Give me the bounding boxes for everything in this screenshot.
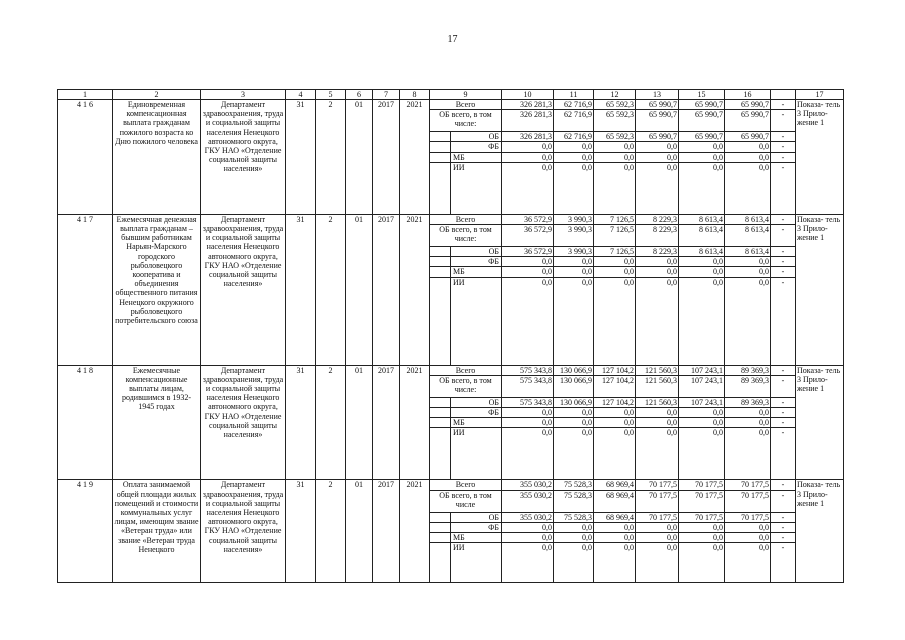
amount-cell: 0,0 <box>725 257 771 267</box>
amount-cell: 70 177,5 <box>725 480 771 490</box>
amount-cell: 0,0 <box>679 533 725 543</box>
amount-cell: 0,0 <box>594 522 636 532</box>
dash-cell: - <box>771 490 796 512</box>
item-number: 4 1 7 <box>58 214 113 365</box>
funding-label: ОБ всего, в том числе <box>430 490 502 512</box>
dash-cell: - <box>771 418 796 428</box>
funding-label: ФБ <box>451 142 502 152</box>
header-cell: 17 <box>796 90 844 100</box>
amount-cell: 3 990,3 <box>554 225 594 247</box>
amount-cell: 68 969,4 <box>594 490 636 512</box>
amount-cell: 0,0 <box>679 142 725 152</box>
amount-cell: 70 177,5 <box>679 480 725 490</box>
amount-cell: 0,0 <box>679 428 725 480</box>
amount-cell: 0,0 <box>502 543 554 583</box>
funding-indent <box>430 408 451 418</box>
amount-cell: 0,0 <box>554 267 594 277</box>
amount-cell: 75 528,3 <box>554 480 594 490</box>
funding-indent <box>430 142 451 152</box>
table-body <box>58 90 844 583</box>
amount-cell: 0,0 <box>554 533 594 543</box>
funding-indent <box>430 522 451 532</box>
code-cell: 01 <box>346 214 373 365</box>
funding-indent <box>430 162 451 214</box>
indicator-note: Показа- тель 3 Прило- жение 1 <box>796 365 844 480</box>
amount-cell: 130 066,9 <box>554 375 594 397</box>
funding-label: Всего <box>430 480 502 490</box>
executor: Департамент здравоохранения, труда и социальной защиты населения Ненецкого автономного округа, ГКУ НАО «Отделение социальной защиты населения» <box>201 365 286 480</box>
amount-cell: 36 572,9 <box>502 225 554 247</box>
code-cell: 31 <box>286 214 316 365</box>
amount-cell: 0,0 <box>594 533 636 543</box>
header-cell: 7 <box>373 90 400 100</box>
amount-cell: 0,0 <box>554 257 594 267</box>
amount-cell: 121 560,3 <box>636 397 679 407</box>
dash-cell: - <box>771 522 796 532</box>
dash-cell: - <box>771 247 796 257</box>
dash-cell: - <box>771 214 796 224</box>
end-year: 2021 <box>400 365 430 480</box>
table-row <box>58 100 844 110</box>
header-cell: 5 <box>316 90 346 100</box>
dash-cell: - <box>771 397 796 407</box>
amount-cell: 0,0 <box>725 152 771 162</box>
measure-name: Оплата занимаемой общей площади жилых помещений и стоимости коммунальных услуг лицам, имеющим звание «Ветеран труда» или звание «Ветеран труда Ненецкого <box>113 480 201 583</box>
header-cell: 2 <box>113 90 201 100</box>
amount-cell: 0,0 <box>594 267 636 277</box>
start-year: 2017 <box>373 480 400 583</box>
amount-cell: 0,0 <box>554 418 594 428</box>
amount-cell: 107 243,1 <box>679 365 725 375</box>
indicator-note: Показа- тель 3 Прило- жение 1 <box>796 214 844 365</box>
end-year: 2021 <box>400 480 430 583</box>
page-number: 17 <box>447 34 458 45</box>
start-year: 2017 <box>373 214 400 365</box>
amount-cell: 127 104,2 <box>594 397 636 407</box>
amount-cell: 0,0 <box>594 428 636 480</box>
code-cell: 31 <box>286 480 316 583</box>
executor: Департамент здравоохранения, труда и социальной защиты населения Ненецкого автономного округа, ГКУ НАО «Отделение социальной защиты населения» <box>201 100 286 215</box>
amount-cell: 0,0 <box>679 277 725 365</box>
amount-cell: 7 126,5 <box>594 214 636 224</box>
amount-cell: 0,0 <box>502 408 554 418</box>
amount-cell: 8 613,4 <box>725 214 771 224</box>
amount-cell: 70 177,5 <box>636 490 679 512</box>
amount-cell: 8 229,3 <box>636 225 679 247</box>
dash-cell: - <box>771 408 796 418</box>
amount-cell: 65 990,7 <box>725 132 771 142</box>
amount-cell: 575 343,8 <box>502 365 554 375</box>
amount-cell: 3 990,3 <box>554 214 594 224</box>
funding-label: ФБ <box>451 522 502 532</box>
code-cell: 01 <box>346 100 373 215</box>
amount-cell: 0,0 <box>636 267 679 277</box>
dash-cell: - <box>771 110 796 132</box>
amount-cell: 0,0 <box>725 162 771 214</box>
amount-cell: 65 990,7 <box>636 100 679 110</box>
funding-label: ИИ <box>451 543 502 583</box>
header-row <box>58 90 844 100</box>
amount-cell: 0,0 <box>725 267 771 277</box>
dash-cell: - <box>771 533 796 543</box>
amount-cell: 62 716,9 <box>554 100 594 110</box>
dash-cell: - <box>771 152 796 162</box>
dash-cell: - <box>771 375 796 397</box>
funding-indent <box>430 397 451 407</box>
amount-cell: 107 243,1 <box>679 397 725 407</box>
header-cell: 13 <box>636 90 679 100</box>
funding-label: МБ <box>451 418 502 428</box>
amount-cell: 0,0 <box>594 418 636 428</box>
amount-cell: 70 177,5 <box>725 512 771 522</box>
code-cell: 2 <box>316 100 346 215</box>
amount-cell: 0,0 <box>679 418 725 428</box>
executor: Департамент здравоохранения, труда и социальной защиты населения Ненецкого автономного округа, ГКУ НАО «Отделение социальной защиты населения» <box>201 480 286 583</box>
funding-indent <box>430 543 451 583</box>
amount-cell: 0,0 <box>502 533 554 543</box>
amount-cell: 68 969,4 <box>594 512 636 522</box>
amount-cell: 0,0 <box>679 162 725 214</box>
dash-cell: - <box>771 142 796 152</box>
header-cell: 10 <box>502 90 554 100</box>
amount-cell: 0,0 <box>636 142 679 152</box>
executor: Департамент здравоохранения, труда и социальной защиты населения Ненецкого автономного округа, ГКУ НАО «Отделение социальной защиты населения» <box>201 214 286 365</box>
amount-cell: 0,0 <box>594 162 636 214</box>
code-cell: 31 <box>286 365 316 480</box>
funding-label: ОБ <box>451 132 502 142</box>
amount-cell: 8 613,4 <box>679 247 725 257</box>
amount-cell: 127 104,2 <box>594 365 636 375</box>
funding-label: ОБ всего, в том числе: <box>430 110 502 132</box>
amount-cell: 0,0 <box>594 408 636 418</box>
amount-cell: 107 243,1 <box>679 375 725 397</box>
amount-cell: 70 177,5 <box>679 512 725 522</box>
amount-cell: 65 990,7 <box>725 110 771 132</box>
amount-cell: 0,0 <box>554 162 594 214</box>
end-year: 2021 <box>400 214 430 365</box>
funding-indent <box>430 152 451 162</box>
amount-cell: 70 177,5 <box>725 490 771 512</box>
start-year: 2017 <box>373 100 400 215</box>
amount-cell: 130 066,9 <box>554 397 594 407</box>
amount-cell: 0,0 <box>679 408 725 418</box>
amount-cell: 65 990,7 <box>679 100 725 110</box>
header-cell: 11 <box>554 90 594 100</box>
item-number: 4 1 6 <box>58 100 113 215</box>
amount-cell: 70 177,5 <box>636 512 679 522</box>
header-cell: 4 <box>286 90 316 100</box>
dash-cell: - <box>771 132 796 142</box>
amount-cell: 0,0 <box>594 257 636 267</box>
amount-cell: 0,0 <box>725 142 771 152</box>
amount-cell: 0,0 <box>636 152 679 162</box>
dash-cell: - <box>771 267 796 277</box>
header-cell: 16 <box>725 90 771 100</box>
funding-label: ИИ <box>451 162 502 214</box>
measure-name: Единовременная компенсационная выплата гражданам пожилого возраста ко Дню пожилого человека <box>113 100 201 215</box>
amount-cell: 0,0 <box>636 257 679 267</box>
code-cell: 2 <box>316 214 346 365</box>
code-cell: 2 <box>316 365 346 480</box>
header-cell: 15 <box>679 90 725 100</box>
amount-cell: 8 229,3 <box>636 214 679 224</box>
funding-label: ОБ <box>451 512 502 522</box>
funding-label: ОБ <box>451 397 502 407</box>
amount-cell: 89 369,3 <box>725 375 771 397</box>
dash-cell: - <box>771 257 796 267</box>
amount-cell: 0,0 <box>725 533 771 543</box>
amount-cell: 65 592,3 <box>594 110 636 132</box>
amount-cell: 0,0 <box>636 277 679 365</box>
amount-cell: 575 343,8 <box>502 375 554 397</box>
amount-cell: 130 066,9 <box>554 365 594 375</box>
header-cell: 8 <box>400 90 430 100</box>
funding-indent <box>430 257 451 267</box>
amount-cell: 0,0 <box>636 418 679 428</box>
amount-cell: 0,0 <box>554 428 594 480</box>
funding-label: ИИ <box>451 428 502 480</box>
amount-cell: 65 592,3 <box>594 100 636 110</box>
table-row <box>58 480 844 490</box>
amount-cell: 7 126,5 <box>594 247 636 257</box>
program-table <box>57 89 844 583</box>
item-number: 4 1 8 <box>58 365 113 480</box>
dash-cell: - <box>771 543 796 583</box>
measure-name: Ежемесячная денежная выплата гражданам – бывшим работникам Нарьян-Марского городского рыболовецкого кооператива и объединения общественного питания Ненецкого окружного рыболовецкого потребительского союза <box>113 214 201 365</box>
amount-cell: 0,0 <box>725 522 771 532</box>
amount-cell: 8 229,3 <box>636 247 679 257</box>
indicator-note: Показа- тель 3 Прило- жение 1 <box>796 100 844 215</box>
amount-cell: 0,0 <box>725 408 771 418</box>
header-cell: 12 <box>594 90 636 100</box>
funding-label: ФБ <box>451 408 502 418</box>
amount-cell: 0,0 <box>725 277 771 365</box>
amount-cell: 0,0 <box>725 418 771 428</box>
funding-label: ОБ <box>451 247 502 257</box>
amount-cell: 62 716,9 <box>554 110 594 132</box>
amount-cell: 355 030,2 <box>502 480 554 490</box>
measure-name: Ежемесячные компенсационные выплаты лицам, родившимся в 1932-1945 годах <box>113 365 201 480</box>
amount-cell: 0,0 <box>636 533 679 543</box>
funding-label: ОБ всего, в том числе: <box>430 225 502 247</box>
funding-indent <box>430 132 451 142</box>
amount-cell: 65 990,7 <box>636 132 679 142</box>
funding-label: Всего <box>430 365 502 375</box>
indicator-note: Показа- тель 3 Прило- жение 1 <box>796 480 844 583</box>
amount-cell: 0,0 <box>725 428 771 480</box>
code-cell: 2 <box>316 480 346 583</box>
header-cell: 1 <box>58 90 113 100</box>
table-row <box>58 214 844 224</box>
amount-cell: 65 990,7 <box>725 100 771 110</box>
dash-cell: - <box>771 480 796 490</box>
table-row <box>58 365 844 375</box>
funding-indent <box>430 428 451 480</box>
funding-label: МБ <box>451 152 502 162</box>
amount-cell: 89 369,3 <box>725 397 771 407</box>
code-cell: 31 <box>286 100 316 215</box>
amount-cell: 0,0 <box>502 257 554 267</box>
funding-indent <box>430 418 451 428</box>
amount-cell: 0,0 <box>594 152 636 162</box>
amount-cell: 0,0 <box>636 408 679 418</box>
funding-indent <box>430 247 451 257</box>
amount-cell: 0,0 <box>679 522 725 532</box>
amount-cell: 65 990,7 <box>636 110 679 132</box>
amount-cell: 62 716,9 <box>554 132 594 142</box>
amount-cell: 8 613,4 <box>679 225 725 247</box>
amount-cell: 0,0 <box>636 543 679 583</box>
amount-cell: 121 560,3 <box>636 365 679 375</box>
amount-cell: 70 177,5 <box>679 490 725 512</box>
funding-label: ФБ <box>451 257 502 267</box>
amount-cell: 326 281,3 <box>502 100 554 110</box>
dash-cell: - <box>771 162 796 214</box>
amount-cell: 0,0 <box>594 543 636 583</box>
dash-cell: - <box>771 428 796 480</box>
amount-cell: 65 990,7 <box>679 132 725 142</box>
amount-cell: 0,0 <box>594 142 636 152</box>
funding-label: ИИ <box>451 277 502 365</box>
amount-cell: 0,0 <box>554 522 594 532</box>
amount-cell: 70 177,5 <box>636 480 679 490</box>
amount-cell: 0,0 <box>502 267 554 277</box>
amount-cell: 8 613,4 <box>679 214 725 224</box>
amount-cell: 8 613,4 <box>725 247 771 257</box>
code-cell: 01 <box>346 480 373 583</box>
amount-cell: 0,0 <box>502 428 554 480</box>
funding-label: МБ <box>451 533 502 543</box>
funding-label: ОБ всего, в том числе: <box>430 375 502 397</box>
dash-cell: - <box>771 512 796 522</box>
amount-cell: 0,0 <box>554 142 594 152</box>
amount-cell: 0,0 <box>679 152 725 162</box>
amount-cell: 0,0 <box>554 152 594 162</box>
amount-cell: 8 613,4 <box>725 225 771 247</box>
amount-cell: 0,0 <box>679 543 725 583</box>
amount-cell: 65 990,7 <box>679 110 725 132</box>
amount-cell: 0,0 <box>502 277 554 365</box>
amount-cell: 355 030,2 <box>502 490 554 512</box>
amount-cell: 0,0 <box>554 543 594 583</box>
amount-cell: 65 592,3 <box>594 132 636 142</box>
amount-cell: 326 281,3 <box>502 132 554 142</box>
amount-cell: 75 528,3 <box>554 490 594 512</box>
amount-cell: 0,0 <box>502 522 554 532</box>
dash-cell: - <box>771 100 796 110</box>
amount-cell: 0,0 <box>502 418 554 428</box>
funding-indent <box>430 512 451 522</box>
amount-cell: 355 030,2 <box>502 512 554 522</box>
amount-cell: 0,0 <box>594 277 636 365</box>
amount-cell: 75 528,3 <box>554 512 594 522</box>
amount-cell: 0,0 <box>502 142 554 152</box>
item-number: 4 1 9 <box>58 480 113 583</box>
dash-cell: - <box>771 277 796 365</box>
funding-label: Всего <box>430 214 502 224</box>
header-cell: 3 <box>201 90 286 100</box>
amount-cell: 0,0 <box>679 267 725 277</box>
code-cell: 01 <box>346 365 373 480</box>
end-year: 2021 <box>400 100 430 215</box>
amount-cell: 0,0 <box>554 277 594 365</box>
amount-cell: 575 343,8 <box>502 397 554 407</box>
dash-cell: - <box>771 225 796 247</box>
header-cell <box>771 90 796 100</box>
amount-cell: 0,0 <box>554 408 594 418</box>
header-cell: 9 <box>430 90 502 100</box>
dash-cell: - <box>771 365 796 375</box>
amount-cell: 0,0 <box>636 162 679 214</box>
funding-indent <box>430 533 451 543</box>
amount-cell: 127 104,2 <box>594 375 636 397</box>
amount-cell: 36 572,9 <box>502 247 554 257</box>
amount-cell: 0,0 <box>502 162 554 214</box>
amount-cell: 0,0 <box>679 257 725 267</box>
amount-cell: 326 281,3 <box>502 110 554 132</box>
funding-label: МБ <box>451 267 502 277</box>
amount-cell: 3 990,3 <box>554 247 594 257</box>
funding-indent <box>430 277 451 365</box>
amount-cell: 0,0 <box>502 152 554 162</box>
amount-cell: 0,0 <box>725 543 771 583</box>
funding-label: Всего <box>430 100 502 110</box>
amount-cell: 0,0 <box>636 428 679 480</box>
start-year: 2017 <box>373 365 400 480</box>
amount-cell: 68 969,4 <box>594 480 636 490</box>
amount-cell: 121 560,3 <box>636 375 679 397</box>
amount-cell: 7 126,5 <box>594 225 636 247</box>
amount-cell: 89 369,3 <box>725 365 771 375</box>
funding-indent <box>430 267 451 277</box>
amount-cell: 36 572,9 <box>502 214 554 224</box>
header-cell: 6 <box>346 90 373 100</box>
amount-cell: 0,0 <box>636 522 679 532</box>
